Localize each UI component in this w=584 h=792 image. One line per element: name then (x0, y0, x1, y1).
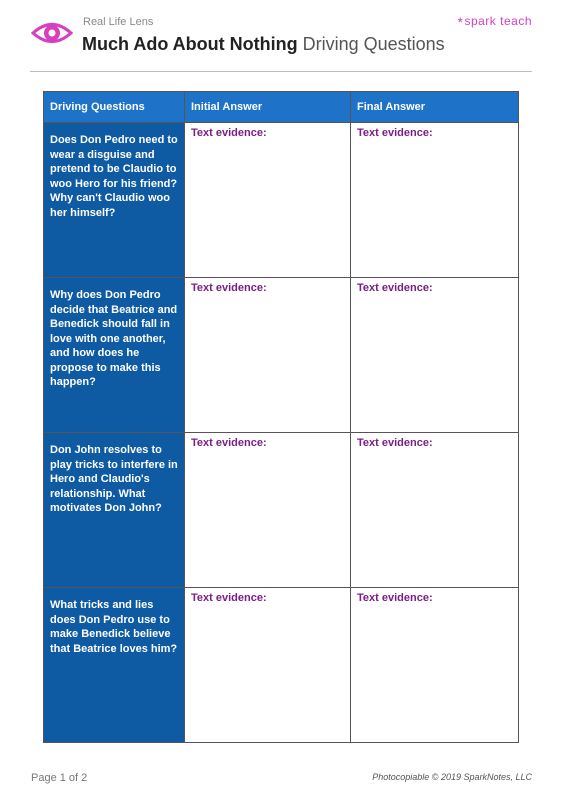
brand-left: spark (464, 14, 497, 28)
header-initial-answer: Initial Answer (185, 92, 351, 123)
brand-logo (458, 14, 533, 30)
table-row (44, 588, 519, 743)
text-evidence-label: Text evidence: (357, 127, 433, 139)
final-answer-cell[interactable] (351, 433, 519, 588)
text-evidence-label: Text evidence: (191, 437, 267, 449)
table-row (44, 123, 519, 278)
initial-answer-cell[interactable] (185, 588, 351, 743)
brand-right: teach (500, 14, 532, 28)
text-evidence-label: Text evidence: (191, 592, 267, 604)
initial-answer-cell[interactable] (185, 278, 351, 433)
header-divider (30, 71, 532, 72)
table-header-row (44, 92, 519, 123)
text-evidence-label: Text evidence: (191, 282, 267, 294)
final-answer-cell[interactable] (351, 278, 519, 433)
question-cell: Why does Don Pedro decide that Beatrice and Benedick should fall in love with one another, and how does he propose to make this happen? (44, 278, 185, 433)
question-cell: What tricks and lies does Don Pedro use to make Benedick believe that Beatrice loves him? (44, 588, 185, 743)
table-row (44, 278, 519, 433)
question-cell: Does Don Pedro need to wear a disguise and pretend to be Claudio to woo Hero for his friend? Why can't Claudio woo her himself? (44, 123, 185, 278)
header-driving-questions: Driving Questions (44, 92, 185, 123)
final-answer-cell[interactable] (351, 588, 519, 743)
page-title (82, 34, 445, 55)
initial-answer-cell[interactable] (185, 123, 351, 278)
table-row (44, 433, 519, 588)
text-evidence-label: Text evidence: (357, 437, 433, 449)
asterisk-icon: * (457, 14, 464, 30)
header-kicker: Real Life Lens (83, 16, 154, 28)
question-cell: Don John resolves to play tricks to interfere in Hero and Claudio's relationship. What motivates Don John? (44, 433, 185, 588)
eye-icon (31, 16, 73, 50)
text-evidence-label: Text evidence: (357, 282, 433, 294)
copyright-notice: Photocopiable © 2019 SparkNotes, LLC (372, 772, 532, 782)
page-number: Page 1 of 2 (31, 772, 88, 784)
text-evidence-label: Text evidence: (191, 127, 267, 139)
final-answer-cell[interactable] (351, 123, 519, 278)
header-final-answer: Final Answer (351, 92, 519, 123)
initial-answer-cell[interactable] (185, 433, 351, 588)
driving-questions-table (43, 91, 519, 743)
text-evidence-label: Text evidence: (357, 592, 433, 604)
title-light: Driving Questions (302, 34, 445, 54)
title-bold: Much Ado About Nothing (82, 34, 298, 54)
